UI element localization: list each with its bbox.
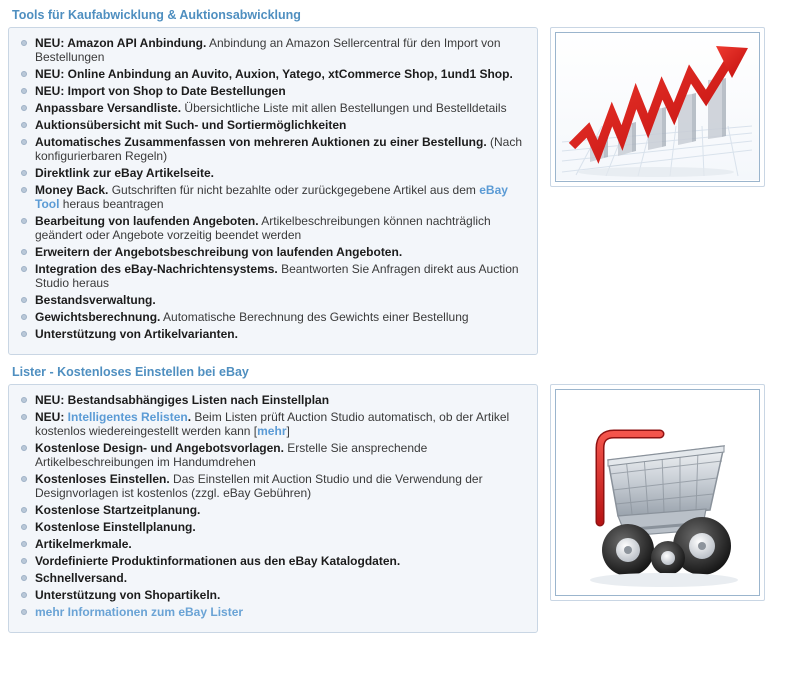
bullet-icon bbox=[21, 187, 27, 193]
list-item-title: Gewichtsberechnung. bbox=[35, 310, 161, 324]
bullet-icon bbox=[21, 249, 27, 255]
list-item-title: Bestandsverwaltung. bbox=[35, 293, 156, 307]
list-item-title: Kostenlose Einstellplanung. bbox=[35, 520, 196, 534]
list-item-title-cont: . bbox=[187, 410, 192, 424]
list-item bbox=[15, 327, 527, 344]
list-item bbox=[15, 310, 527, 327]
intelligentes-relisten-link[interactable]: Intelligentes Relisten bbox=[67, 410, 188, 424]
list-item bbox=[15, 84, 527, 101]
list-item-text: Artikelbeschreibungen können nachträglich geändert oder Angebote vorzeitig beendet werden bbox=[35, 214, 491, 242]
bullet-icon bbox=[21, 218, 27, 224]
feature-list bbox=[15, 36, 527, 344]
bullet-icon bbox=[21, 609, 27, 615]
list-item bbox=[15, 262, 527, 293]
bullet-icon bbox=[21, 397, 27, 403]
list-item bbox=[15, 441, 527, 472]
bullet-icon bbox=[21, 507, 27, 513]
list-item-title: Bearbeitung von laufenden Angeboten. bbox=[35, 214, 259, 228]
bullet-icon bbox=[21, 105, 27, 111]
illustration-panel-chart bbox=[550, 27, 765, 187]
list-item-text: Beim Listen prüft Auction Studio automatisch, ob der Artikel kostenlos wiedereingestellt werden kann [ bbox=[35, 410, 510, 438]
list-item-title: Schnellversand. bbox=[35, 571, 128, 585]
list-item bbox=[15, 554, 527, 571]
list-item bbox=[15, 410, 527, 441]
list-item bbox=[15, 183, 527, 214]
bullet-icon bbox=[21, 558, 27, 564]
list-item-title: Artikelmerkmale. bbox=[35, 537, 132, 551]
list-item-title: Kostenlose Design- und Angebotsvorlagen. bbox=[35, 441, 284, 455]
bullet-icon bbox=[21, 88, 27, 94]
bullet-icon bbox=[21, 541, 27, 547]
list-item bbox=[15, 135, 527, 166]
feature-list-panel bbox=[8, 384, 538, 633]
section-lister bbox=[8, 363, 784, 633]
list-item-title: Kostenloses Einstellen. bbox=[35, 472, 170, 486]
bullet-icon bbox=[21, 524, 27, 530]
list-item bbox=[15, 101, 527, 118]
list-item-text: Automatische Berechnung des Gewichts einer Bestellung bbox=[160, 310, 469, 324]
bullet-icon bbox=[21, 297, 27, 303]
list-item-title: NEU: bbox=[35, 410, 68, 424]
list-item bbox=[15, 293, 527, 310]
list-item-title: Erweitern der Angebotsbeschreibung von laufenden Angeboten. bbox=[35, 245, 403, 259]
section-kaufabwicklung bbox=[8, 6, 784, 355]
bullet-icon bbox=[21, 445, 27, 451]
list-item bbox=[15, 393, 527, 410]
list-item-title: Vordefinierte Produktinformationen aus den eBay Katalogdaten. bbox=[35, 554, 401, 568]
list-item-text: Gutschriften für nicht bezahlte oder zurückgegebene Artikel aus dem bbox=[108, 183, 480, 197]
list-item-text: Das Einstellen mit Auction Studio und die Verwendung der Designvorlagen ist kostenlos (zzgl. eBay Gebühren) bbox=[35, 472, 483, 500]
list-item bbox=[15, 520, 527, 537]
shopping-cart-image bbox=[555, 389, 760, 596]
list-item-title: Integration des eBay-Nachrichtensystems. bbox=[35, 262, 278, 276]
list-item bbox=[15, 537, 527, 554]
list-item bbox=[15, 67, 527, 84]
bullet-icon bbox=[21, 331, 27, 337]
list-item bbox=[15, 503, 527, 520]
list-item-text-cont: heraus beantragen bbox=[59, 197, 164, 211]
list-item bbox=[15, 118, 527, 135]
bullet-icon bbox=[21, 414, 27, 420]
wheel-rear bbox=[602, 524, 654, 576]
section-title: Lister - Kostenloses Einstellen bei eBay bbox=[12, 365, 249, 379]
cart-graphic bbox=[556, 390, 759, 595]
bullet-icon bbox=[21, 575, 27, 581]
list-item-title: Money Back. bbox=[35, 183, 109, 197]
list-item-title: Auktionsübersicht mit Such- und Sortiermöglichkeiten bbox=[35, 118, 347, 132]
list-item-title: Unterstützung von Shopartikeln. bbox=[35, 588, 221, 602]
list-item-title: NEU: Online Anbindung an Auvito, Auxion, Yatego, xtCommerce Shop, 1und1 Shop. bbox=[35, 67, 513, 81]
list-item-text: Erstelle Sie ansprechende Artikelbeschreibungen im Handumdrehen bbox=[35, 441, 428, 469]
bullet-icon bbox=[21, 314, 27, 320]
list-item-title: Kostenlose Startzeitplanung. bbox=[35, 503, 201, 517]
list-item-title: NEU: Bestandsabhängiges Listen nach Einstellplan bbox=[35, 393, 330, 407]
bullet-icon bbox=[21, 40, 27, 46]
list-item bbox=[15, 245, 527, 262]
list-item-title: Anpassbare Versandliste. bbox=[35, 101, 182, 115]
list-item bbox=[15, 571, 527, 588]
illustration-panel-cart bbox=[550, 384, 765, 601]
bullet-icon bbox=[21, 266, 27, 272]
list-item bbox=[15, 214, 527, 245]
mehr-link[interactable]: mehr bbox=[257, 424, 287, 438]
list-item bbox=[15, 588, 527, 605]
list-item-title: Automatisches Zusammenfassen von mehreren Auktionen zu einer Bestellung. bbox=[35, 135, 487, 149]
list-item-footer bbox=[15, 605, 527, 622]
section-body bbox=[8, 384, 784, 633]
growth-chart-arrow-image bbox=[555, 32, 760, 182]
list-item-title: NEU: Amazon API Anbindung. bbox=[35, 36, 207, 50]
chart-graphic bbox=[556, 33, 759, 181]
list-item-title: Unterstützung von Artikelvarianten. bbox=[35, 327, 238, 341]
list-item-text: Beantworten Sie Anfragen direkt aus Auction Studio heraus bbox=[35, 262, 519, 290]
section-body bbox=[8, 27, 784, 355]
feature-list-panel bbox=[8, 27, 538, 355]
section-title: Tools für Kaufabwicklung & Auktionsabwicklung bbox=[12, 8, 301, 22]
bullet-icon bbox=[21, 592, 27, 598]
list-item bbox=[15, 472, 527, 503]
ebay-tool-link[interactable]: eBay Tool bbox=[35, 183, 508, 211]
list-item-title: NEU: Import von Shop to Date Bestellungen bbox=[35, 84, 286, 98]
feature-list bbox=[15, 393, 527, 622]
list-item-title: Direktlink zur eBay Artikelseite. bbox=[35, 166, 214, 180]
bullet-icon bbox=[21, 476, 27, 482]
list-item-text-cont: ] bbox=[286, 424, 290, 438]
list-item-text: Anbindung an Amazon Sellercentral für den Import von Bestellungen bbox=[35, 36, 501, 64]
bullet-icon bbox=[21, 139, 27, 145]
bullet-icon bbox=[21, 122, 27, 128]
bullet-icon bbox=[21, 170, 27, 176]
list-item bbox=[15, 166, 527, 183]
list-item-text: Übersichtliche Liste mit allen Bestellungen und Bestelldetails bbox=[181, 101, 507, 115]
ebay-lister-info-link[interactable]: mehr Informationen zum eBay Lister bbox=[35, 605, 244, 619]
list-item-text: (Nach konfigurierbaren Regeln) bbox=[35, 135, 523, 163]
list-item bbox=[15, 36, 527, 67]
bullet-icon bbox=[21, 71, 27, 77]
